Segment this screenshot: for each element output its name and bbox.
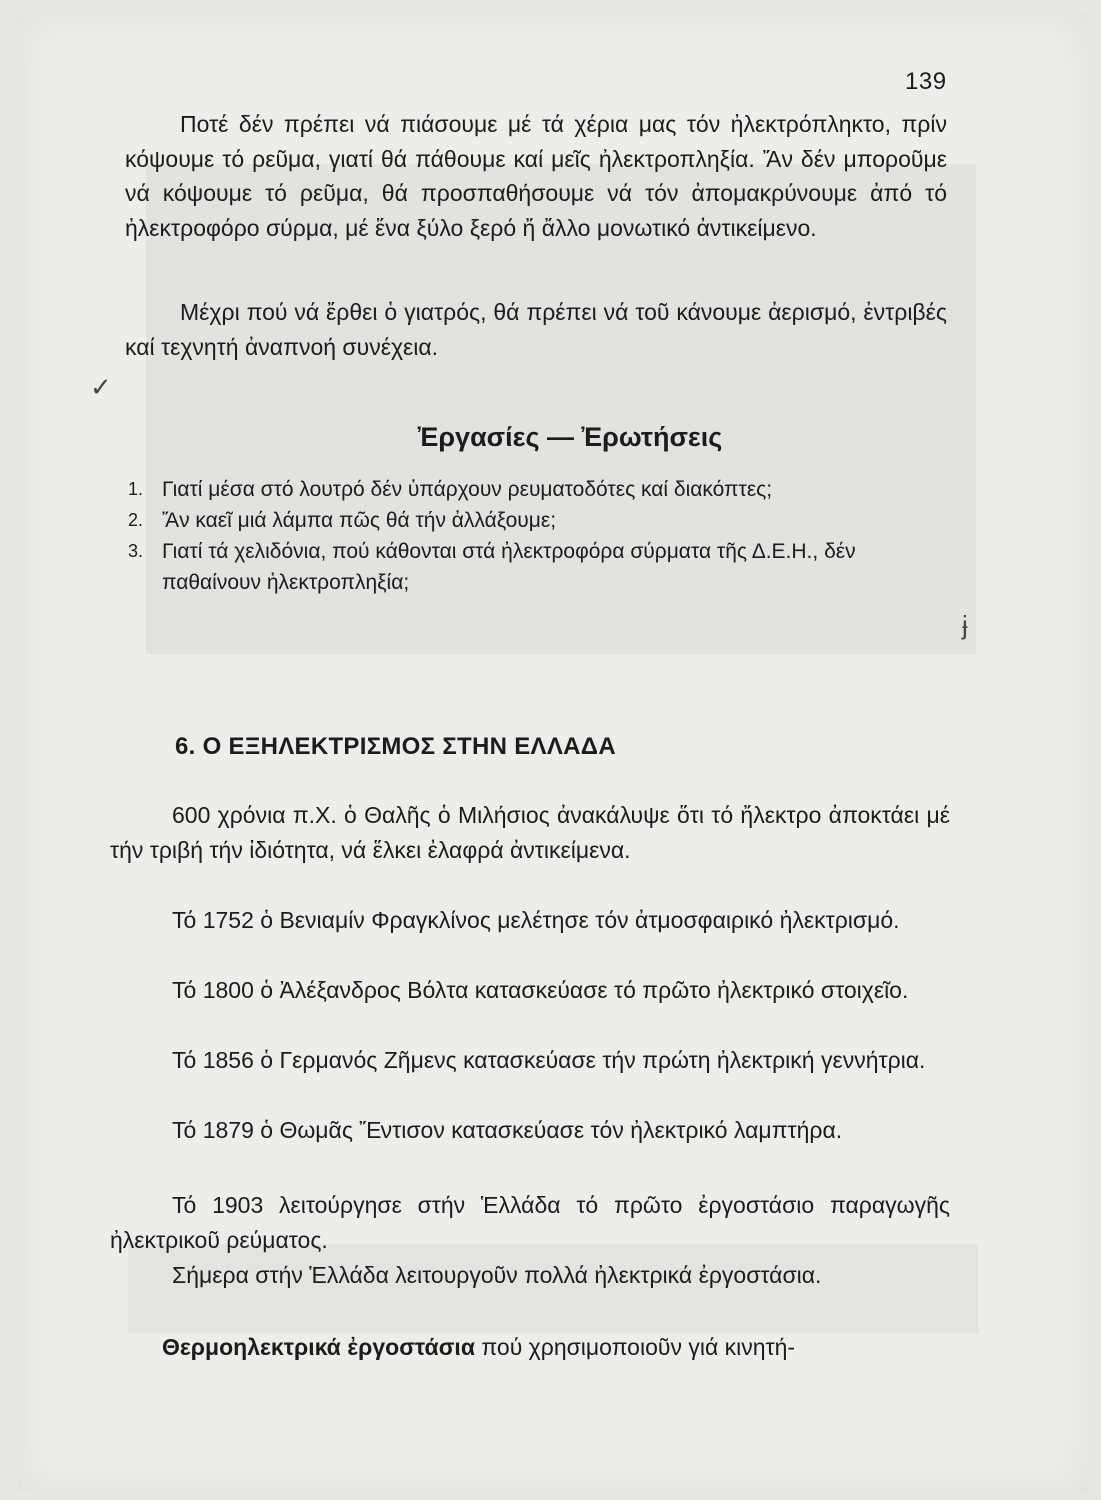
history-franklin: Τό 1752 ὁ Βενιαμίν Φραγκλίνος μελέτησε τόν ἀτμοσφαιρικό ἠλεκτρισμό. <box>172 907 900 933</box>
handwritten-check-mark: ✓ <box>90 372 112 402</box>
question-text: Ἄν καεῖ μιά λάμπα πῶς θά τήν ἀλλάξουμε; <box>162 509 557 532</box>
history-first-plant: Τό 1903 λειτούργησε στήν Ἑλλάδα τό πρῶτο ἐργοστάσιο παραγωγῆς ἠλεκτρικοῦ ρεύματος. <box>110 1192 950 1253</box>
questions-title: Ἐργασίες — Ἐρωτήσεις <box>417 422 723 452</box>
list-item <box>120 474 950 505</box>
paragraph-text: πού χρησιμοποιοῦν γιά κινητή- <box>474 1334 796 1360</box>
question-number: 3. <box>128 541 144 561</box>
question-number: 1. <box>128 479 144 499</box>
questions-list <box>120 474 950 598</box>
question-text: Γιατί τά χελιδόνια, πού κάθονται στά ἠλεκτροφόρα σύρματα τῆς Δ.Ε.Η., δέν παθαίνουν ἠλεκτροπληξία; <box>162 540 856 594</box>
bold-term: Θερμοηλεκτρικά ἐργοστάσια <box>162 1334 475 1360</box>
handwritten-mark: ɉ <box>962 610 968 640</box>
history-today: Σήμερα στήν Ἑλλάδα λειτουργοῦν πολλά ἠλεκτρικά ἐργοστάσια. <box>172 1262 822 1288</box>
question-number: 2. <box>128 510 144 530</box>
history-edison: Τό 1879 ὁ Θωμᾶς Ἔντισον κατασκεύασε τόν ἠλεκτρικό λαμπτήρα. <box>172 1117 843 1143</box>
question-text: Γιατί μέσα στό λουτρό δέν ὑπάρχουν ρευματοδότες καί διακόπτες; <box>162 478 773 501</box>
list-item <box>120 505 950 536</box>
history-volta: Τό 1800 ὁ Ἀλέξανδρος Βόλτα κατασκεύασε τό πρῶτο ἠλεκτρικό στοιχεῖο. <box>172 977 909 1003</box>
list-item <box>120 536 950 598</box>
page-number: 139 <box>905 68 947 95</box>
section-title: 6. Ο ΕΞΗΛΕΚΤΡΙΣΜΟΣ ΣΤΗΝ ΕΛΛΑΔΑ <box>175 733 616 760</box>
paragraph-thermal-plants <box>110 1330 950 1365</box>
paragraph-safety: Ποτέ δέν πρέπει νά πιάσουμε μέ τά χέρια μας τόν ἠλεκτρόπληκτο, πρίν κόψουμε τό ρεῦμα, γιατί θά πάθουμε καί μεῖς ἠλεκτροπληξία. Ἄν δέν μποροῦμε νά κόψουμε τό ρεῦμα, θά προσπαθήσουμε νά τόν ἀπομακρύνουμε ἀπό τό ἠλεκτροφόρο σύρμα, μέ ἕνα ξύλο ξερό ἤ ἄλλο μονωτικό ἀντικείμενο. <box>125 111 947 241</box>
history-siemens: Τό 1856 ὁ Γερμανός Ζῆμενς κατασκεύασε τήν πρώτη ἠλεκτρική γεννήτρια. <box>172 1047 926 1073</box>
paragraph-first-aid: Μέχρι πού νά ἔρθει ὁ γιατρός, θά πρέπει νά τοῦ κάνουμε ἀερισμό, ἐντριβές καί τεχνητή ἀναπνοή συνέχεια. <box>125 299 947 360</box>
history-thales: 600 χρόνια π.Χ. ὁ Θαλῆς ὁ Μιλήσιος ἀνακάλυψε ὅτι τό ἤλεκτρο ἀποκτάει μέ τήν τριβή τήν ἰδιότητα, νά ἕλκει ἐλαφρά ἀντικείμενα. <box>110 802 950 863</box>
